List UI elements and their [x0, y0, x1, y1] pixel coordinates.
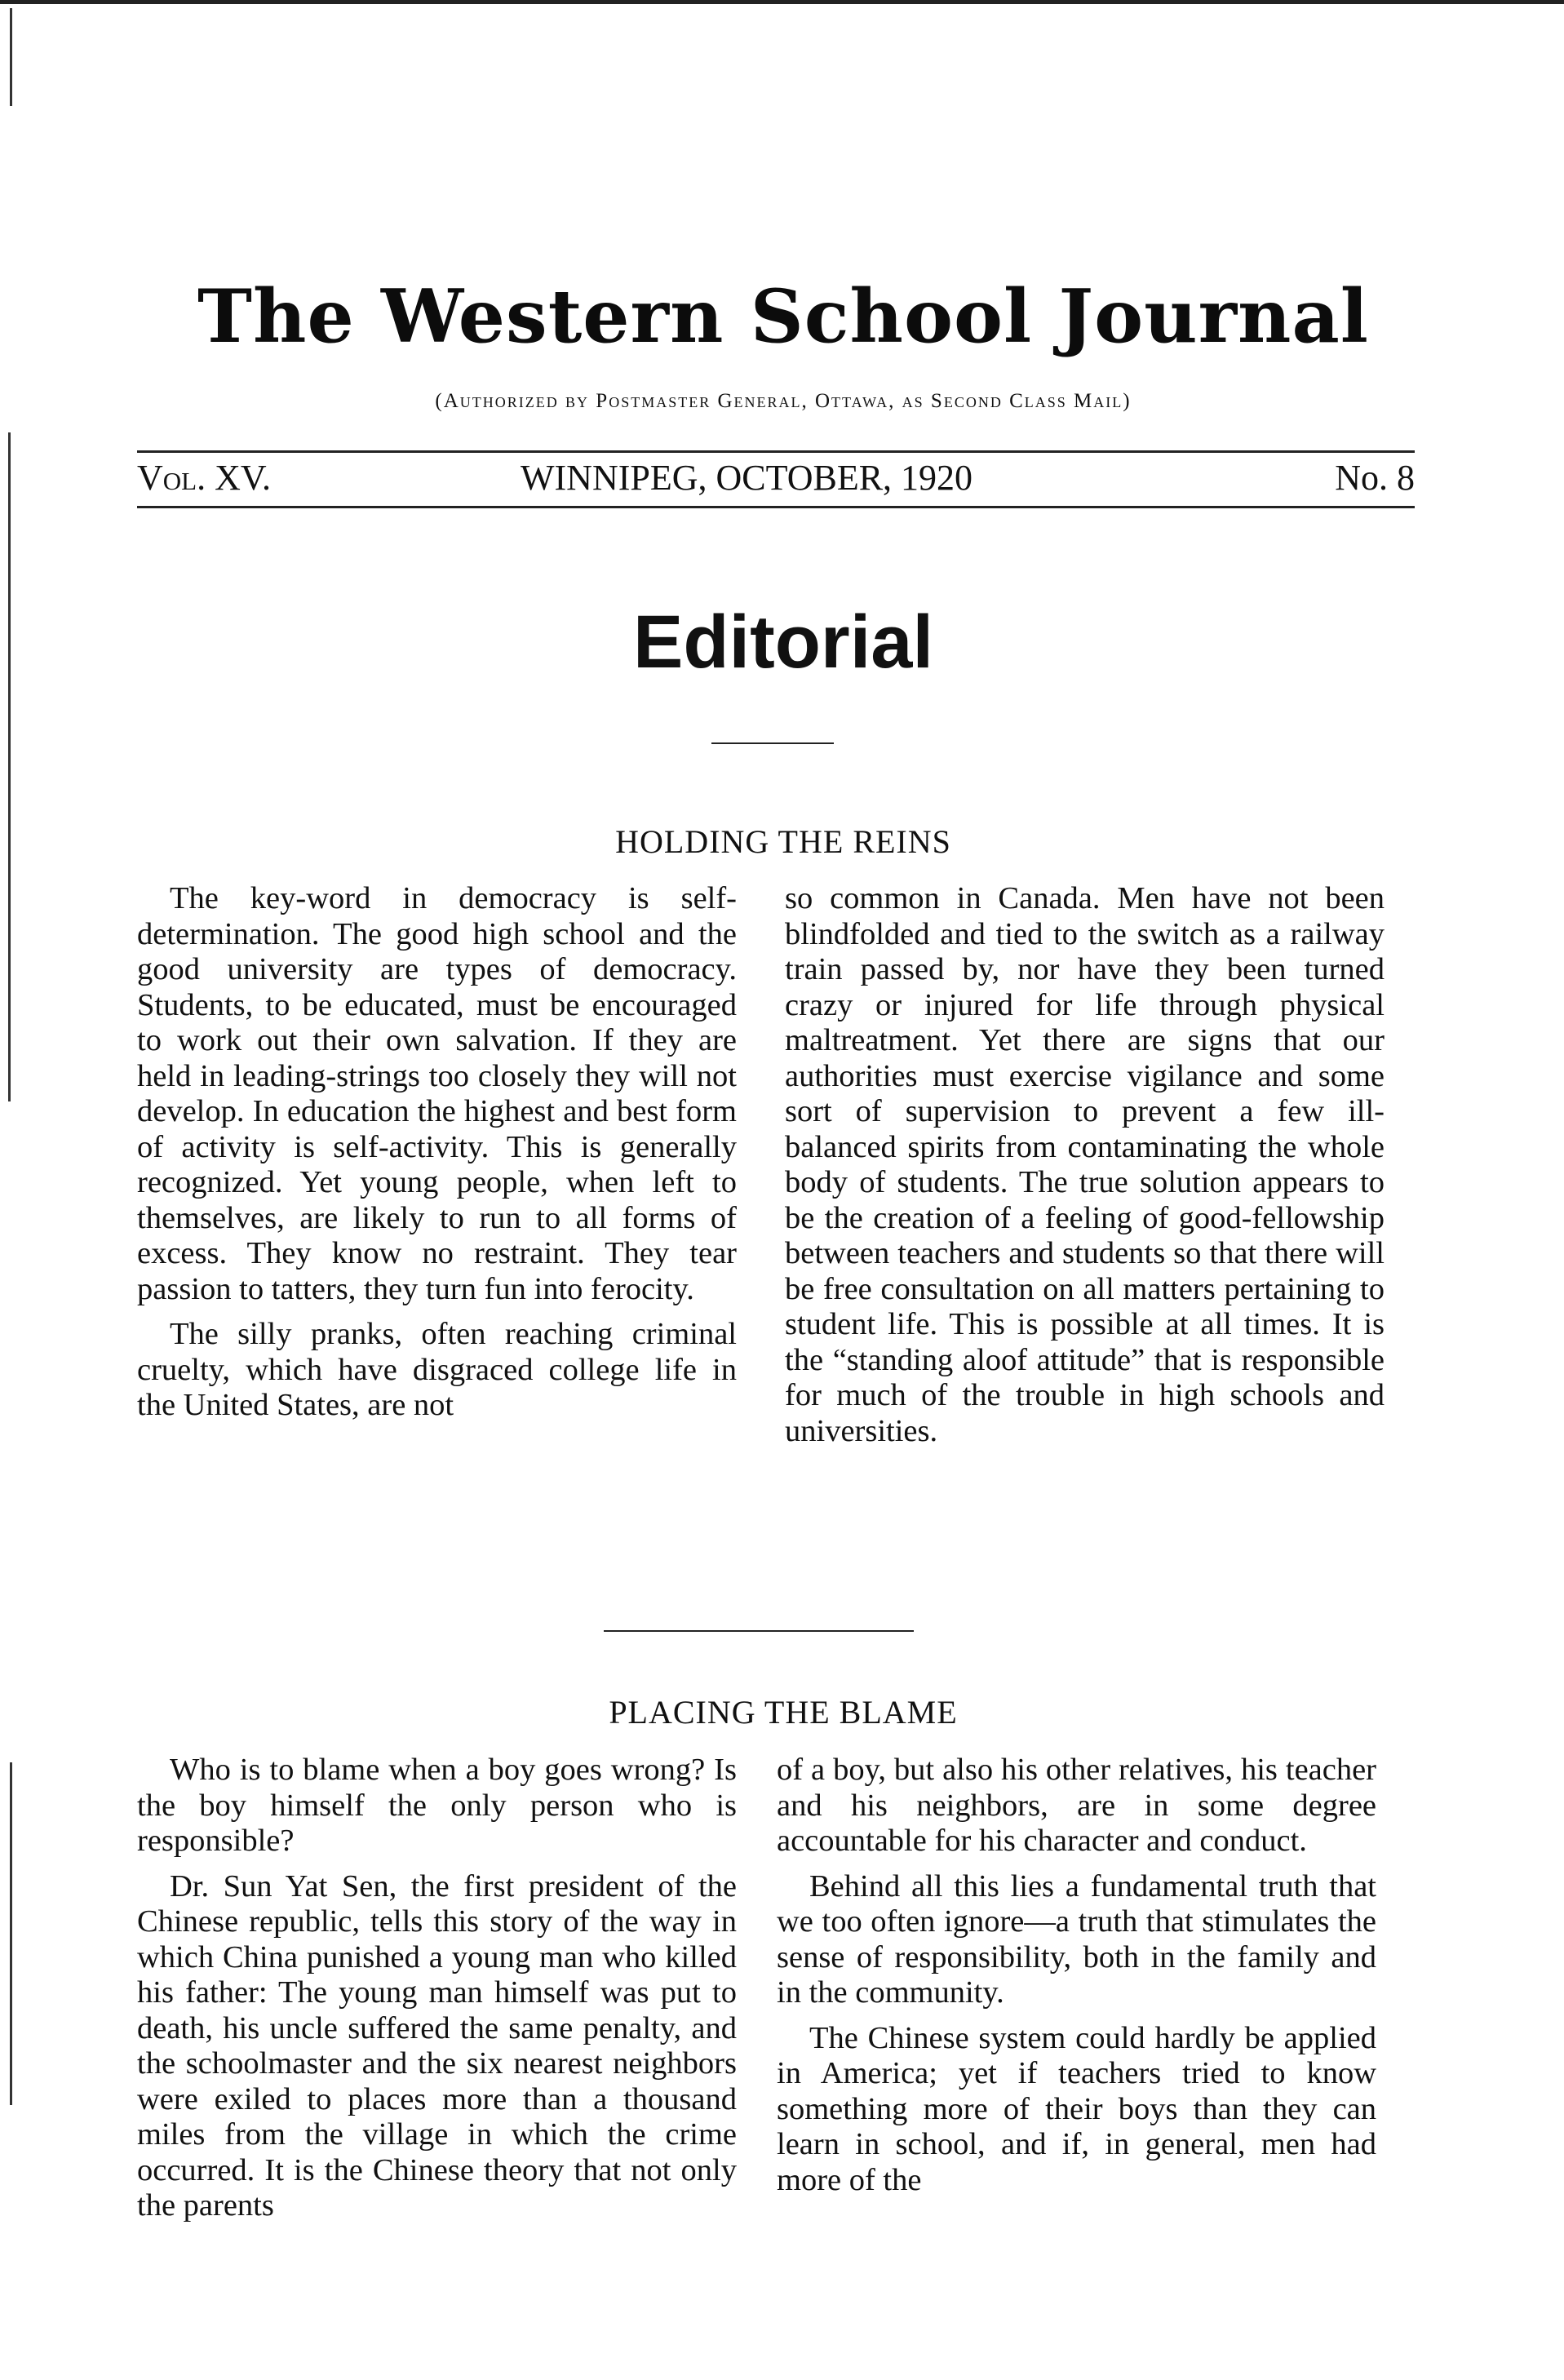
section-title: Editorial	[632, 601, 934, 684]
scan-margin-mark	[8, 432, 11, 1101]
article-column-left	[137, 881, 737, 1434]
issue-line	[137, 457, 1415, 506]
paragraph: Dr. Sun Yat Sen, the first president of the Chinese republic, tells this story of the way in which China punished a young man who killed his father: The young man himself was put to death, his uncle suffered the same penalty, and the schoolmaster and the six nearest neighbors were exiled to places more than a thousand miles from the village in which the crime occurred. It is the Chinese theory that not only the parents	[137, 1868, 737, 2223]
scan-margin-mark	[10, 1762, 12, 2105]
paragraph: The key-word in democracy is self-determination. The good high school and the good university are types of democracy. Students, to be educated, must be encouraged to work out their own salvation. If they are held in leading-strings too closely they will not develop. In education the highest and best form of activity is self-activity. This is generally recognized. Yet young people, when left to themselves, are likely to run to all forms of excess. They know no restraint. They tear passion to tatters, they turn fun into ferocity.	[137, 881, 737, 1306]
article-column-right	[785, 881, 1385, 1459]
masthead-rule-top	[137, 450, 1415, 453]
article-divider	[604, 1630, 914, 1632]
place-date: WINNIPEG, OCTOBER, 1920	[521, 458, 973, 498]
postal-authorization: (Authorized by Postmaster General, Ottawa, as Second Class Mail)	[435, 390, 1132, 412]
paragraph: so common in Canada. Men have not been blindfolded and tied to the switch as a railway train passed by, nor have they been turned crazy or injured for life through physical maltreatment. Yet there are signs that our authorities must exercise vigilance and some sort of supervision to prevent a few ill-balanced spirits from contaminating the whole body of students. The true solution appears to be the creation of a feeling of good-fellowship between teachers and students so that there will be free consultation on all matters pertaining to student life. This is possible at all times. It is the “standing aloof attitude” that is responsible for much of the trouble in high schools and universities.	[785, 881, 1385, 1448]
paragraph: The silly pranks, often reaching criminal cruelty, which have disgraced college life in the United States, are not	[137, 1317, 737, 1422]
volume-label: Vol. XV.	[137, 458, 271, 498]
article-column-right	[777, 1753, 1376, 2208]
article-title: HOLDING THE REINS	[615, 823, 951, 860]
article-column-left	[137, 1753, 737, 2234]
paragraph: Who is to blame when a boy goes wrong? Is the boy himself the only person who is responsible?	[137, 1753, 737, 1858]
scan-margin-mark	[10, 8, 12, 106]
masthead-rule-bottom	[137, 506, 1415, 508]
paragraph: of a boy, but also his other relatives, his teacher and his neighbors, are in some degree accountable for his character and conduct.	[777, 1753, 1376, 1858]
issue-number: No. 8	[1335, 458, 1415, 498]
journal-masthead: The Western School Journal	[197, 273, 1369, 360]
section-divider	[711, 742, 834, 744]
article-title: PLACING THE BLAME	[609, 1694, 958, 1731]
page-top-edge	[0, 0, 1564, 4]
paragraph: The Chinese system could hardly be applied in America; yet if teachers tried to know something more of their boys than they can learn in school, and if, in general, men had more of the	[777, 2020, 1376, 2197]
paragraph: Behind all this lies a fundamental truth that we too often ignore—a truth that stimulates the sense of responsibility, both in the family and in the community.	[777, 1868, 1376, 2010]
